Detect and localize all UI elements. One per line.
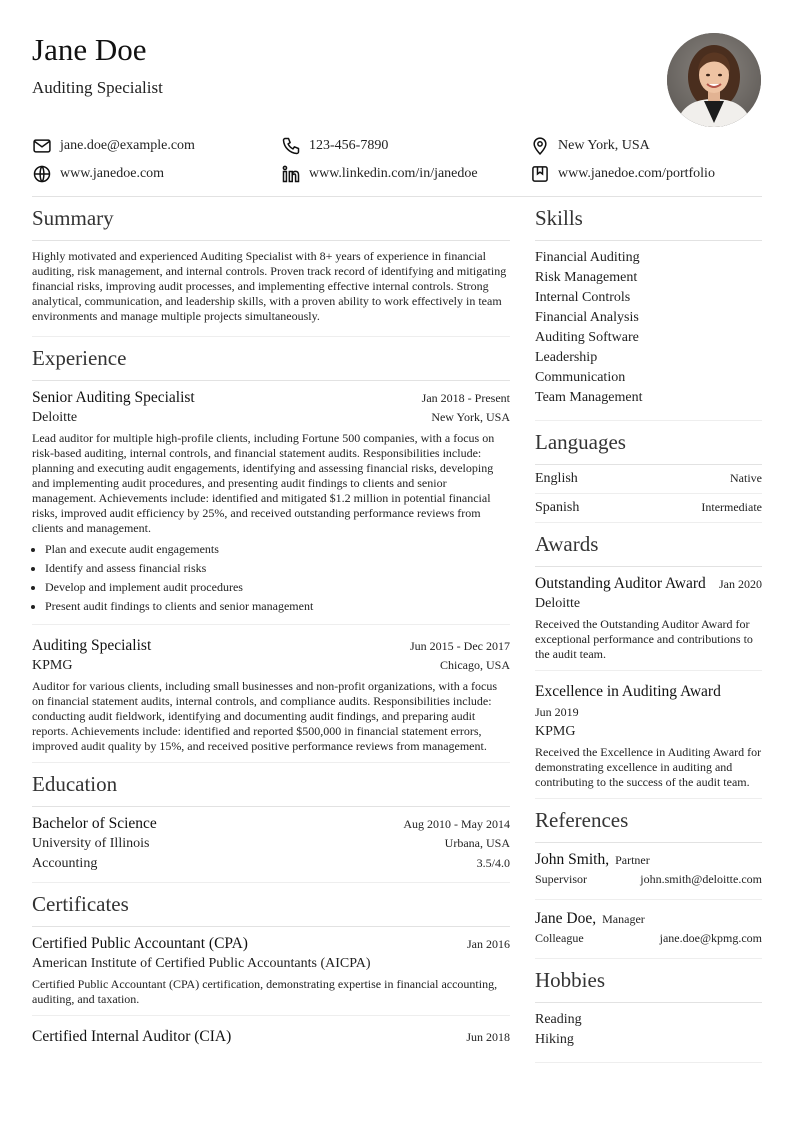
email-text: jane.doe@example.com	[60, 138, 195, 153]
job-location: New York, USA	[431, 410, 510, 424]
reference-contact[interactable]: jane.doe@kpmg.com	[659, 931, 762, 945]
summary-text: Highly motivated and experienced Auditing Specialist with 8+ years of experience in financial auditing, risk management, and internal controls. Proven track record of identifying and mitigating financial risks, improving audit processes, and implementing effective internal controls. Strong analytical, communication, and leadership skills, with a proven ability to work effectively in team environments and manage multiple projects simultaneously.	[32, 241, 510, 337]
reference-item	[535, 843, 762, 900]
award-item	[535, 671, 762, 799]
job-bullets	[32, 540, 510, 616]
contact-linkedin[interactable]	[281, 164, 530, 184]
award-title: Excellence in Auditing Award	[535, 683, 721, 700]
language-item	[535, 494, 762, 523]
location-pin-icon	[530, 136, 550, 156]
summary-section	[32, 206, 510, 337]
skills-heading: Skills	[535, 206, 762, 241]
resume-page	[32, 30, 762, 1067]
award-date: Jan 2020	[719, 577, 762, 591]
job-date: Jan 2018 - Present	[421, 391, 510, 405]
job-bullet: • Develop and implement audit procedures	[45, 578, 510, 597]
profile-photo	[667, 33, 761, 127]
reference-name: John Smith,	[535, 851, 610, 868]
job-bullet: • Identify and assess financial risks	[45, 559, 510, 578]
contact-info	[32, 136, 762, 184]
hobbies-list	[535, 1003, 762, 1063]
field-of-study: Accounting	[32, 856, 98, 871]
contact-email[interactable]	[32, 136, 281, 156]
reference-item	[535, 900, 762, 959]
degree: Bachelor of Science	[32, 815, 157, 832]
reference-position: Partner	[615, 853, 650, 867]
company-name: KPMG	[32, 658, 73, 673]
certificate-item	[32, 927, 510, 1016]
award-item	[535, 567, 762, 671]
skills-section	[535, 206, 762, 421]
skill-item: Financial Auditing	[535, 250, 640, 265]
certificate-date: Jan 2016	[467, 937, 510, 951]
job-description: Lead auditor for multiple high-profile clients, including Fortune 500 companies, with a focus on risk-based auditing, internal controls, and financial statement audits. Responsibilities include: planning and executing audit engagements, identifying and assessing financial risks, developing and implementing audit procedures, and presenting audit findings to clients and senior management. Achievements include: identified and mitigated $1.2 million in potential financial risks, improved audit efficiency by 25%, and received outstanding performance reviews from clients and management.	[32, 431, 495, 535]
job-bullet: • Present audit findings to clients and senior management	[45, 597, 510, 616]
awards-section	[535, 532, 762, 799]
skill-item: Leadership	[535, 350, 598, 365]
job-description: Auditor for various clients, including small businesses and non-profit organizations, with a focus on financial statement audits, internal controls, and compliance audits. Responsibilities include: conducting audit fieldwork, identifying and documenting audit findings, and preparing audit reports. Achievements include: identified and reported $500,000 in financial statement errors, improved audit quality by 15%, and received positive performance reviews from management.	[32, 679, 498, 753]
language-item	[535, 465, 762, 494]
education-item	[32, 807, 510, 883]
job-bullet: • Plan and execute audit engagements	[45, 540, 510, 559]
education-heading: Education	[32, 772, 510, 807]
experience-heading: Experience	[32, 346, 510, 381]
certificate-description: Certified Public Accountant (CPA) certification, demonstrating expertise in financial accounting, auditing, and taxation.	[32, 977, 498, 1006]
mail-icon	[32, 136, 52, 156]
education-date: Aug 2010 - May 2014	[403, 817, 510, 831]
reference-position: Manager	[602, 912, 645, 926]
job-title: Auditing Specialist	[32, 637, 152, 654]
website-text: www.janedoe.com	[60, 166, 165, 181]
references-heading: References	[535, 808, 762, 843]
reference-relation: Colleague	[535, 931, 584, 945]
portfolio-text: www.janedoe.com/portfolio	[558, 166, 715, 181]
award-title: Outstanding Auditor Award	[535, 575, 706, 592]
awards-heading: Awards	[535, 532, 762, 567]
resume-header	[32, 30, 762, 130]
education-section	[32, 772, 510, 883]
skill-item: Internal Controls	[535, 290, 631, 305]
language-name: Spanish	[535, 500, 580, 515]
certificate-item	[32, 1016, 510, 1055]
left-column	[32, 197, 510, 1067]
certificate-title: Certified Internal Auditor (CIA)	[32, 1028, 232, 1045]
globe-icon	[32, 164, 52, 184]
right-column	[535, 197, 762, 1067]
candidate-title: Auditing Specialist	[32, 78, 163, 97]
languages-section	[535, 430, 762, 523]
profile-photo-image	[667, 33, 761, 127]
contact-phone[interactable]	[281, 136, 530, 156]
award-description: Received the Excellence in Auditing Award for demonstrating excellence in auditing and contributing to the success of the audit team.	[535, 745, 762, 789]
skill-item: Risk Management	[535, 270, 638, 285]
language-name: English	[535, 471, 578, 486]
skill-item: Auditing Software	[535, 330, 639, 345]
skill-item: Team Management	[535, 390, 643, 405]
award-description: Received the Outstanding Auditor Award for exceptional performance and contributions to the audit team.	[535, 617, 753, 661]
award-issuer: KPMG	[535, 724, 576, 739]
reference-contact[interactable]: john.smith@deloitte.com	[640, 872, 762, 886]
certificates-heading: Certificates	[32, 892, 510, 927]
hobbies-heading: Hobbies	[535, 968, 762, 1003]
experience-section	[32, 346, 510, 763]
school-location: Urbana, USA	[444, 836, 510, 850]
certificates-section	[32, 892, 510, 1055]
summary-heading: Summary	[32, 206, 510, 241]
candidate-name: Jane Doe	[32, 32, 147, 67]
job-date: Jun 2015 - Dec 2017	[410, 639, 510, 653]
school-name: University of Illinois	[32, 836, 150, 851]
certificate-issuer: American Institute of Certified Public Accountants (AICPA)	[32, 956, 371, 971]
language-level: Intermediate	[701, 500, 762, 514]
experience-item	[32, 625, 510, 763]
resume-body	[32, 197, 762, 1067]
hobbies-section	[535, 968, 762, 1063]
award-issuer: Deloitte	[535, 596, 581, 611]
skills-list	[535, 241, 762, 421]
reference-name: Jane Doe,	[535, 910, 597, 927]
certificate-date: Jun 2018	[466, 1030, 510, 1044]
gpa: 3.5/4.0	[476, 856, 510, 870]
linkedin-text: www.linkedin.com/in/janedoe	[309, 166, 478, 181]
language-level: Native	[730, 471, 762, 485]
award-date: Jun 2019	[535, 705, 579, 719]
languages-heading: Languages	[535, 430, 762, 465]
bookmark-icon	[530, 164, 550, 184]
certificate-title: Certified Public Accountant (CPA)	[32, 935, 248, 952]
references-section	[535, 808, 762, 959]
hobby-item: Hiking	[535, 1032, 574, 1047]
contact-portfolio[interactable]	[530, 164, 762, 184]
experience-item	[32, 381, 510, 625]
job-title: Senior Auditing Specialist	[32, 389, 195, 406]
location-text: New York, USA	[558, 138, 650, 153]
company-name: Deloitte	[32, 410, 78, 425]
reference-relation: Supervisor	[535, 872, 587, 886]
skill-item: Financial Analysis	[535, 310, 639, 325]
skill-item: Communication	[535, 370, 626, 385]
contact-website[interactable]	[32, 164, 281, 184]
phone-text: 123-456-7890	[309, 138, 389, 153]
job-location: Chicago, USA	[440, 658, 510, 672]
linkedin-icon	[281, 164, 301, 184]
hobby-item: Reading	[535, 1012, 582, 1027]
contact-location	[530, 136, 762, 156]
phone-icon	[281, 136, 301, 156]
